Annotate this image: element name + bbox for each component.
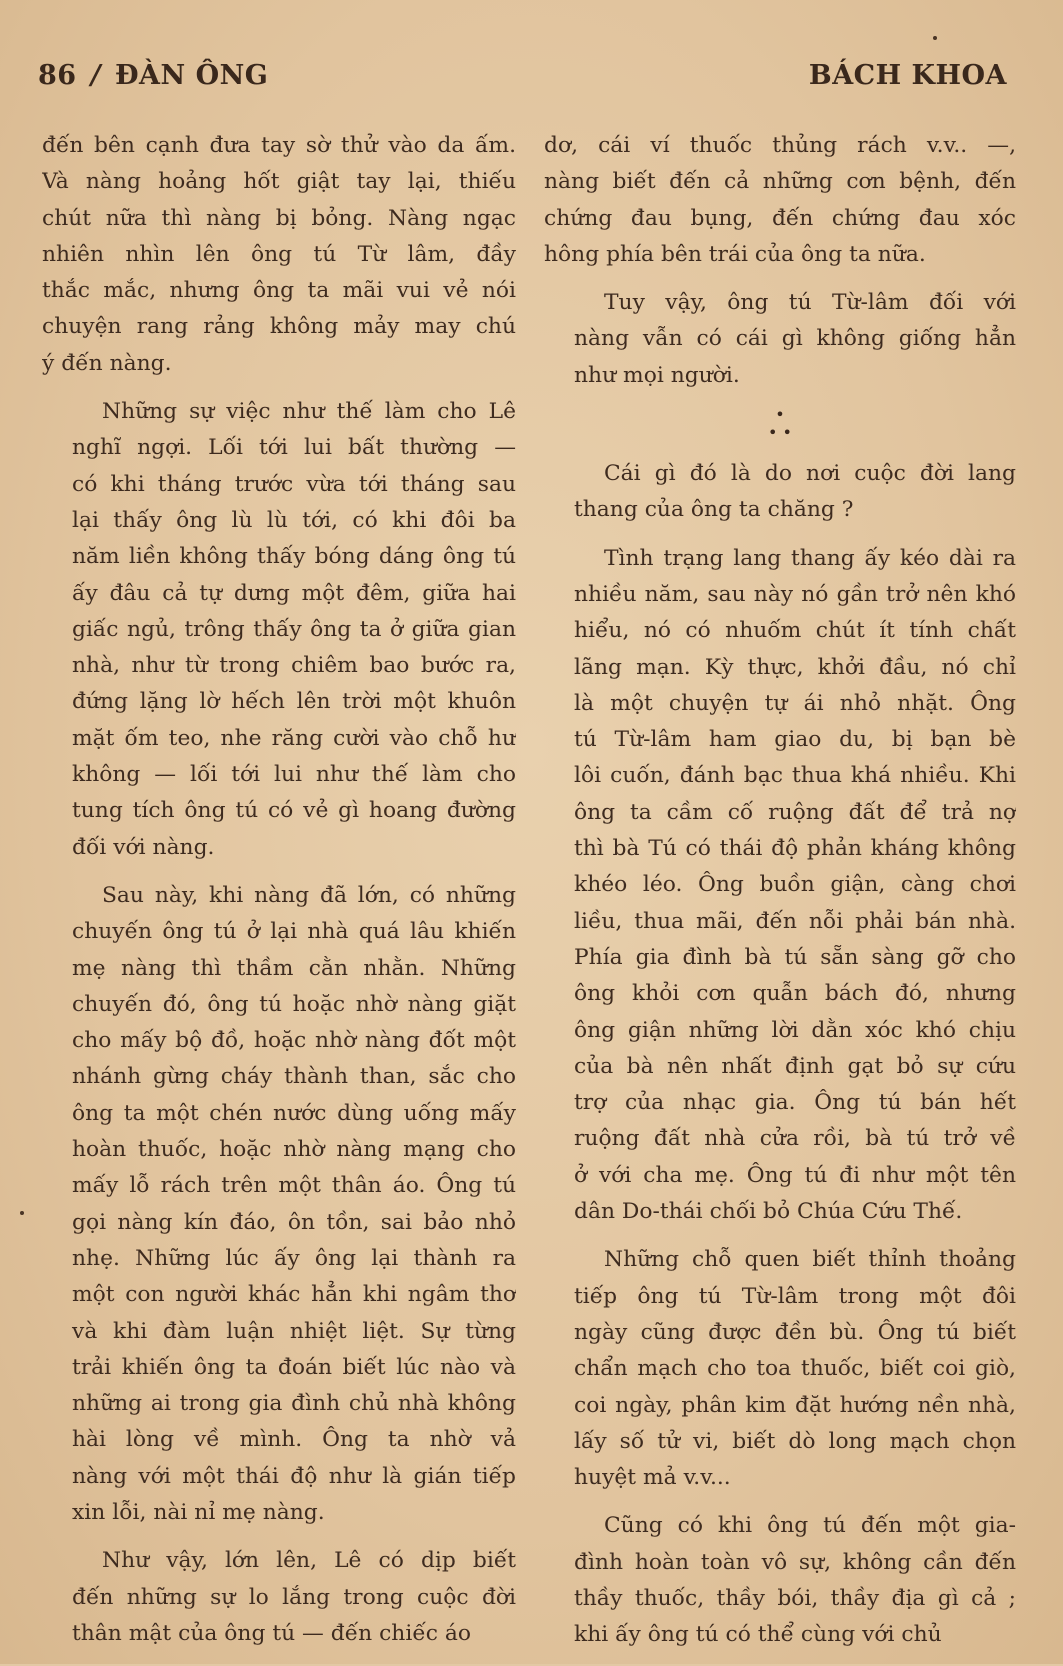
text-line: hoàn thuốc, hoặc nhờ nàng mạng cho <box>72 1137 516 1163</box>
text-line: của bà nên nhất định gạt bỏ sự cứu <box>574 1053 1016 1079</box>
text-line: lãng mạn. Kỳ thực, khởi đầu, nó chỉ <box>574 654 1016 680</box>
section-break-ornament <box>544 406 1016 442</box>
text-line: đình hoàn toàn vô sự, không cần đến <box>574 1549 1016 1575</box>
text-line: chuyện rang rảng không mảy may chú <box>42 314 516 340</box>
paragraph <box>544 285 1016 394</box>
text-line: chứng đau bụng, đến chứng đau xóc <box>544 205 1016 231</box>
text-line: huyệt mả v.v... <box>574 1465 731 1491</box>
header-left <box>38 60 268 91</box>
text-line: mấy lỗ rách trên một thân áo. Ông tú <box>72 1173 516 1199</box>
text-line: khéo léo. Ông buồn giận, càng chơi <box>574 872 1016 898</box>
text-line: thắc mắc, nhưng ông ta mãi vui vẻ nói <box>42 278 516 304</box>
text-line: nghĩ ngợi. Lối tới lui bất thường — <box>72 435 516 461</box>
text-line: đến bên cạnh đưa tay sờ thử vào da ấm. <box>42 133 516 158</box>
text-line: nàng vẫn có cái gì không giống hẳn <box>574 326 1016 352</box>
text-line: thầy thuốc, thầy bói, thầy địa gì cả ; <box>574 1585 1016 1611</box>
text-line: khi ấy ông tú có thể cùng với chủ <box>574 1622 942 1648</box>
text-line: ông khỏi cơn quẫn bách đó, nhưng <box>574 981 1016 1007</box>
text-line: Tình trạng lang thang ấy kéo dài ra <box>604 545 1016 571</box>
text-line: ruộng đất nhà cửa rồi, bà tú trở về <box>574 1126 1016 1152</box>
text-line: dân Do-thái chối bỏ Chúa Cứu Thế. <box>574 1199 963 1225</box>
text-line: thân mật của ông tú — đến chiếc áo <box>72 1620 471 1646</box>
text-line: có khi tháng trước vừa tới tháng sau <box>72 471 516 497</box>
left-column <box>42 128 516 1664</box>
text-line: Những sự việc như thế làm cho Lê <box>102 399 516 425</box>
text-line: ông ta cầm cố ruộng đất để trả nợ <box>574 799 1016 825</box>
text-line: chút nữa thì nàng bị bỏng. Nàng ngạc <box>42 205 516 231</box>
right-column <box>544 128 1016 1666</box>
text-line: nhà, như từ trong chiêm bao bước ra, <box>72 653 516 679</box>
text-line: gọi nàng kín đáo, ôn tồn, sai bảo nhỏ <box>72 1209 516 1235</box>
text-line: trải khiến ông ta đoán biết lúc nào và <box>72 1354 516 1380</box>
magazine-title: BÁCH KHOA <box>808 60 1007 91</box>
text-line: chẩn mạch cho toa thuốc, biết coi giò, <box>574 1356 1016 1382</box>
paragraph <box>42 128 516 382</box>
text-line: lôi cuốn, đánh bạc thua khá nhiều. Khi <box>574 763 1016 789</box>
text-line: liều, thua mãi, đến nỗi phải bán nhà. <box>574 908 1016 934</box>
text-line: những ai trong gia đình chủ nhà không <box>72 1391 516 1417</box>
text-line: không — lối tới lui như thế làm cho <box>72 762 516 788</box>
text-line: Tuy vậy, ông tú Từ-lâm đối với <box>604 290 1016 316</box>
text-line: đến những sự lo lắng trong cuộc đời <box>72 1584 516 1610</box>
paragraph <box>544 1508 1016 1653</box>
text-line: nhiên nhìn lên ông tú Từ lâm, đầy <box>42 241 516 267</box>
text-line: Cái gì đó là do nơi cuộc đời lang <box>604 461 1016 487</box>
text-line: trợ của nhạc gia. Ông tú bán hết <box>574 1090 1016 1116</box>
paragraph <box>42 1543 516 1652</box>
paragraph <box>544 1242 1016 1496</box>
text-line: tú Từ-lâm ham giao du, bị bạn bè <box>574 727 1016 753</box>
text-line: coi ngày, phân kim đặt hướng nền nhà, <box>574 1392 1016 1418</box>
text-line: xin lỗi, nài nỉ mẹ nàng. <box>72 1499 325 1525</box>
text-line: Như vậy, lớn lên, Lê có dịp biết <box>102 1548 516 1574</box>
text-line: ông ta một chén nước dùng uống mấy <box>72 1100 516 1126</box>
paragraph <box>42 394 516 866</box>
text-line: Và nàng hoảng hốt giật tay lại, thiếu <box>42 169 516 195</box>
text-line: giấc ngủ, trông thấy ông ta ở giữa gian <box>72 616 516 642</box>
text-line: dơ, cái ví thuốc thủng rách v.v.. —, <box>544 133 1016 158</box>
text-line: tiếp ông tú Từ-lâm trong một đôi <box>574 1283 1016 1309</box>
text-line: nàng với một thái độ như là gián tiếp <box>72 1463 516 1489</box>
text-line: cho mấy bộ đồ, hoặc nhờ nàng đốt một <box>72 1028 516 1054</box>
text-line: và khi đàm luận nhiệt liệt. Sự từng <box>72 1318 516 1344</box>
paragraph <box>544 456 1016 529</box>
section-title: ĐÀN ÔNG <box>114 60 269 91</box>
text-line: nhiều năm, sau này nó gần trở nên khó <box>574 581 1016 607</box>
text-line: ngày cũng được đền bù. Ông tú biết <box>574 1319 1016 1345</box>
header-separator: / <box>90 60 101 91</box>
paragraph <box>544 128 1016 273</box>
text-line: Sau này, khi nàng đã lớn, có những <box>102 882 516 908</box>
text-line: đứng lặng lờ hếch lên trời một khuôn <box>72 689 516 715</box>
text-line: ông giận những lời dằn xóc khó chịu <box>574 1017 1016 1043</box>
text-line: nhánh gừng cháy thành than, sắc cho <box>72 1064 516 1090</box>
text-line: mặt ốm teo, nhe răng cười vào chỗ hư <box>72 725 516 751</box>
text-line: Cũng có khi ông tú đến một gia- <box>604 1513 1016 1539</box>
text-line: Những chỗ quen biết thỉnh thoảng <box>604 1247 1016 1273</box>
text-line: ấy đâu cả tự dưng một đêm, giữa hai <box>72 580 516 606</box>
text-line: đối với nàng. <box>72 834 215 860</box>
print-speck <box>20 1211 24 1215</box>
text-line: nhẹ. Những lúc ấy ông lại thành ra <box>72 1245 516 1271</box>
page-header <box>38 52 1007 102</box>
print-speck <box>933 36 937 40</box>
page-number: 86 <box>38 60 77 91</box>
paragraph <box>42 878 516 1531</box>
text-line: năm liền không thấy bóng dáng ông tú <box>72 544 516 570</box>
ornament-dot: • <box>775 405 785 425</box>
text-line: hiểu, nó có nhuốm chút ít tính chất <box>574 618 1016 644</box>
text-line: như mọi người. <box>574 362 740 388</box>
text-line: Phía gia đình bà tú sẵn sàng gỡ cho <box>574 944 1016 970</box>
text-line: hài lòng về mình. Ông ta nhờ vả <box>72 1427 516 1453</box>
text-line: tung tích ông tú có vẻ gì hoang đường <box>72 798 516 824</box>
text-line: lấy số tử vi, biết dò long mạch chọn <box>574 1428 1016 1454</box>
ornament-dot: • • <box>768 423 792 443</box>
text-line: chuyến ông tú ở lại nhà quá lâu khiến <box>72 919 516 945</box>
text-line: hông phía bên trái của ông ta nữa. <box>544 241 926 267</box>
text-line: nàng biết đến cả những cơn bệnh, đến <box>544 169 1016 195</box>
text-line: ý đến nàng. <box>42 350 172 376</box>
text-line: thì bà Tú có thái độ phản kháng không <box>574 836 1016 862</box>
text-line: mẹ nàng thì thầm cằn nhằn. Những <box>72 955 516 981</box>
text-line: thang của ông ta chăng ? <box>574 497 854 523</box>
text-line: lại thấy ông lù lù tới, có khi đôi ba <box>72 507 516 533</box>
text-line: ở với cha mẹ. Ông tú đi như một tên <box>574 1162 1016 1188</box>
text-line: là một chuyện tự ái nhỏ nhặt. Ông <box>574 690 1016 716</box>
paragraph <box>544 541 1016 1231</box>
text-line: một con người khác hẳn khi ngâm thơ <box>72 1282 516 1308</box>
text-line: chuyến đó, ông tú hoặc nhờ nàng giặt <box>72 991 516 1017</box>
